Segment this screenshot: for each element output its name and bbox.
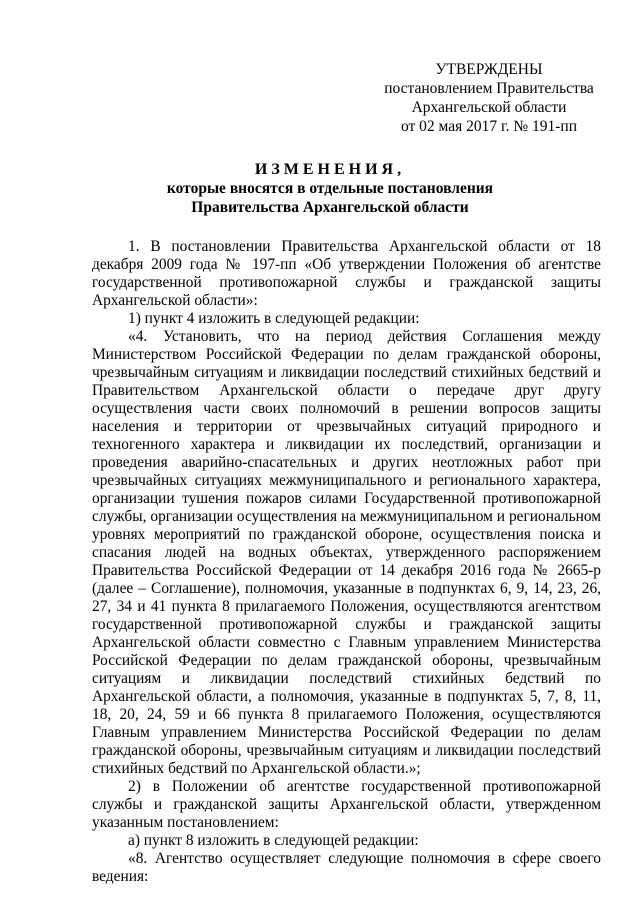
paragraph: а) пункт 8 изложить в следующей редакции: — [128, 832, 419, 849]
document-body — [92, 238, 601, 886]
paragraph: «4. Установить, что на период действия Соглашения между Министерством Российской Федерации по делам гражданской обороны, чрезвычайным ситуациям и ликвидации последствий стихийных бедствий и Правительством Архангельской области о передаче друг другу осуществления части своих полномочий в решении вопросов защиты населения и территории от чрезвычайных ситуаций природного и техногенного характера и ликвидации их последствий, организации и проведения аварийно-спасательных и других неотложных работ при чрезвычайных ситуациях межмуниципального и регионального характера, организации тушения пожаров силами Государственной противопожарной службы, организации осуществления на межмуниципальном и региональном уровнях мероприятий по гражданской обороне, осуществления поиска и спасания людей на водных объектах, утвержденного распоряжением Правительства Российской Федерации от 14 декабря 2016 года № 2665-р (далее – Соглашение), полномочия, указанные в подпунктах 6, 9, 14, 23, 26, 27, 34 и 41 пункта 8 прилагаемого Положения, осуществляются агентством государственной противопожарной службы и гражданской защиты Архангельской области совместно с Главным управлением Министерства Российской Федерации по делам гражданской обороны, чрезвычайным ситуациям и ликвидации последствий стихийных бедствий по Архангельской области, а полномочия, указанные в подпунктах 5, 7, 8, 11, 18, 20, 24, 59 и 66 пункта 8 прилагаемого Положения, осуществляются Главным управлением Министерства Российской Федерации по делам гражданской обороны, чрезвычайным ситуациям и ликвидации последствий стихийных бедствий по Архангельской области.»; — [92, 328, 601, 777]
paragraph: 2) в Положении об агентстве государственной противопожарной службы и гражданской защиты Архангельской области, утвержденном указанным постановлением: — [92, 778, 601, 831]
title-main: ИЗМЕНЕНИЯ, — [254, 161, 406, 178]
paragraph: 1. В постановлении Правительства Архангельской области от 18 декабря 2009 года № 197-пп «Об утверждении Положения об агентстве государственной противопожарной службы и гражданской защиты Архангельской области»: — [92, 238, 601, 309]
approved-date-line: от 02 мая 2017 г. № 191-пп — [400, 118, 578, 135]
paragraph: «8. Агентство осуществляет следующие полномочия в сфере своего ведения: — [92, 850, 601, 885]
approval-stamp — [374, 60, 604, 136]
paragraph: 1) пункт 4 изложить в следующей редакции: — [128, 310, 420, 327]
title-subtitle-2: Правительства Архангельской области — [191, 199, 469, 216]
approved-heading: УТВЕРЖДЕНЫ — [435, 61, 543, 78]
title-subtitle: которые вносятся в отдельные постановления — [166, 180, 494, 197]
approved-by-line: постановлением Правительства — [384, 80, 594, 97]
document-title — [40, 160, 620, 217]
approved-region-line: Архангельской области — [411, 99, 567, 116]
